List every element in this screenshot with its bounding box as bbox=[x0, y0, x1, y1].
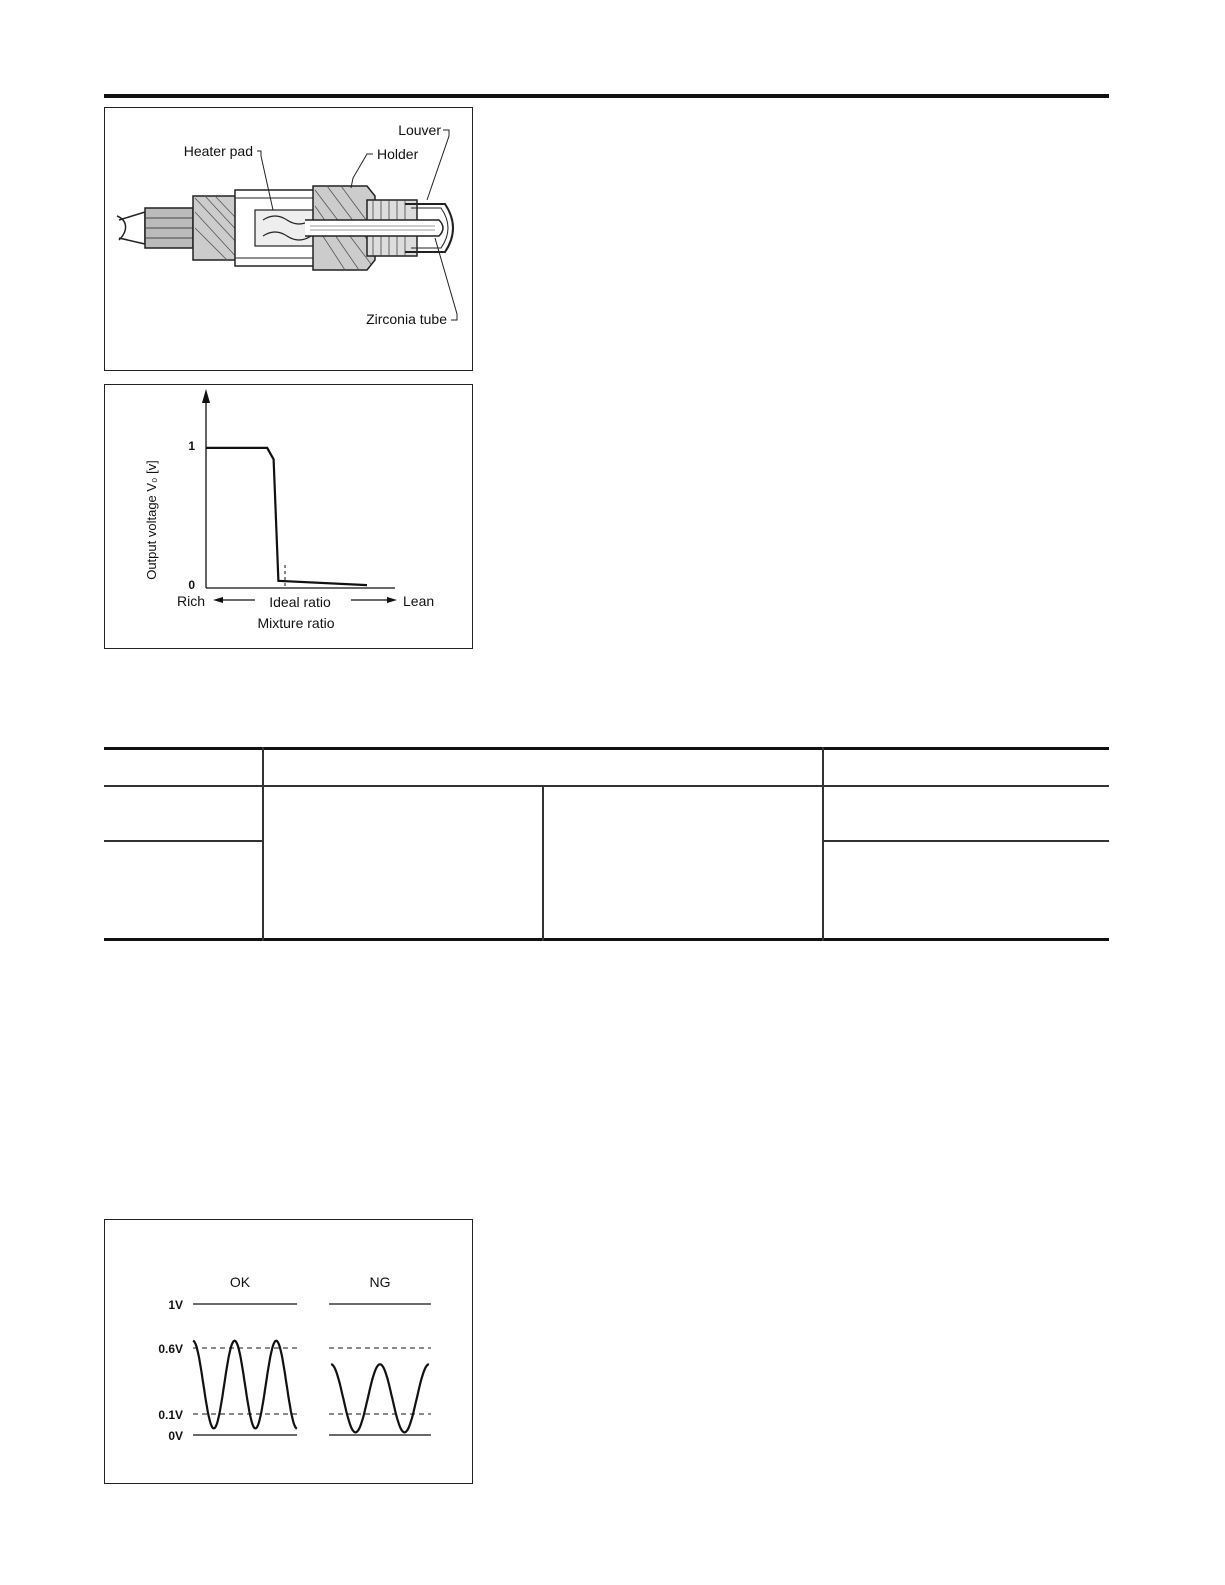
rich-arrowhead bbox=[213, 597, 223, 603]
y-tick-1v: 1V bbox=[168, 1298, 183, 1312]
label-heater-pad: Heater pad bbox=[183, 143, 253, 159]
panel-ng-label: NG bbox=[369, 1274, 391, 1290]
y-axis-arrow bbox=[202, 389, 210, 403]
spec-table bbox=[104, 747, 1109, 941]
table-row-rule-left bbox=[104, 840, 262, 842]
y-tick-0-1v: 0.1V bbox=[158, 1408, 183, 1422]
label-rich: Rich bbox=[177, 593, 206, 609]
y-tick-1: 1 bbox=[188, 439, 195, 453]
y-tick-0-6v: 0.6V bbox=[158, 1342, 183, 1356]
voltage-curve-chart bbox=[105, 385, 474, 650]
label-holder: Holder bbox=[377, 146, 419, 162]
y-axis-label: Output voltage V₀ [v] bbox=[144, 460, 159, 580]
table-col-divider-3 bbox=[822, 747, 824, 941]
panel-ok-label: OK bbox=[229, 1274, 251, 1290]
ok-waveform bbox=[193, 1341, 297, 1429]
lean-arrowhead bbox=[387, 597, 397, 603]
label-zirconia-tube: Zirconia tube bbox=[366, 311, 447, 327]
ng-waveform bbox=[331, 1364, 429, 1432]
y-tick-0: 0 bbox=[188, 578, 195, 592]
panel-ng bbox=[329, 1304, 431, 1435]
sensor-cross-section-figure bbox=[104, 107, 473, 371]
label-ideal-ratio: Ideal ratio bbox=[269, 594, 331, 610]
table-row-rule-right bbox=[823, 840, 1109, 842]
sensor-drawing bbox=[105, 108, 474, 372]
table-top-rule bbox=[104, 747, 1109, 750]
label-lean: Lean bbox=[403, 593, 435, 609]
y-tick-0v: 0V bbox=[168, 1429, 183, 1443]
voltage-curve-line bbox=[206, 448, 367, 585]
panel-ok bbox=[193, 1304, 297, 1435]
table-bottom-rule bbox=[104, 938, 1109, 941]
top-rule bbox=[104, 94, 1109, 98]
table-header-rule bbox=[104, 785, 1109, 787]
waveform-figure bbox=[104, 1219, 473, 1484]
x-axis-label: Mixture ratio bbox=[257, 615, 335, 631]
table-col-divider-2 bbox=[542, 785, 544, 941]
voltage-curve-figure bbox=[104, 384, 473, 649]
table-col-divider-1 bbox=[262, 747, 264, 941]
waveform-chart bbox=[105, 1220, 474, 1485]
label-louver: Louver bbox=[398, 122, 441, 138]
